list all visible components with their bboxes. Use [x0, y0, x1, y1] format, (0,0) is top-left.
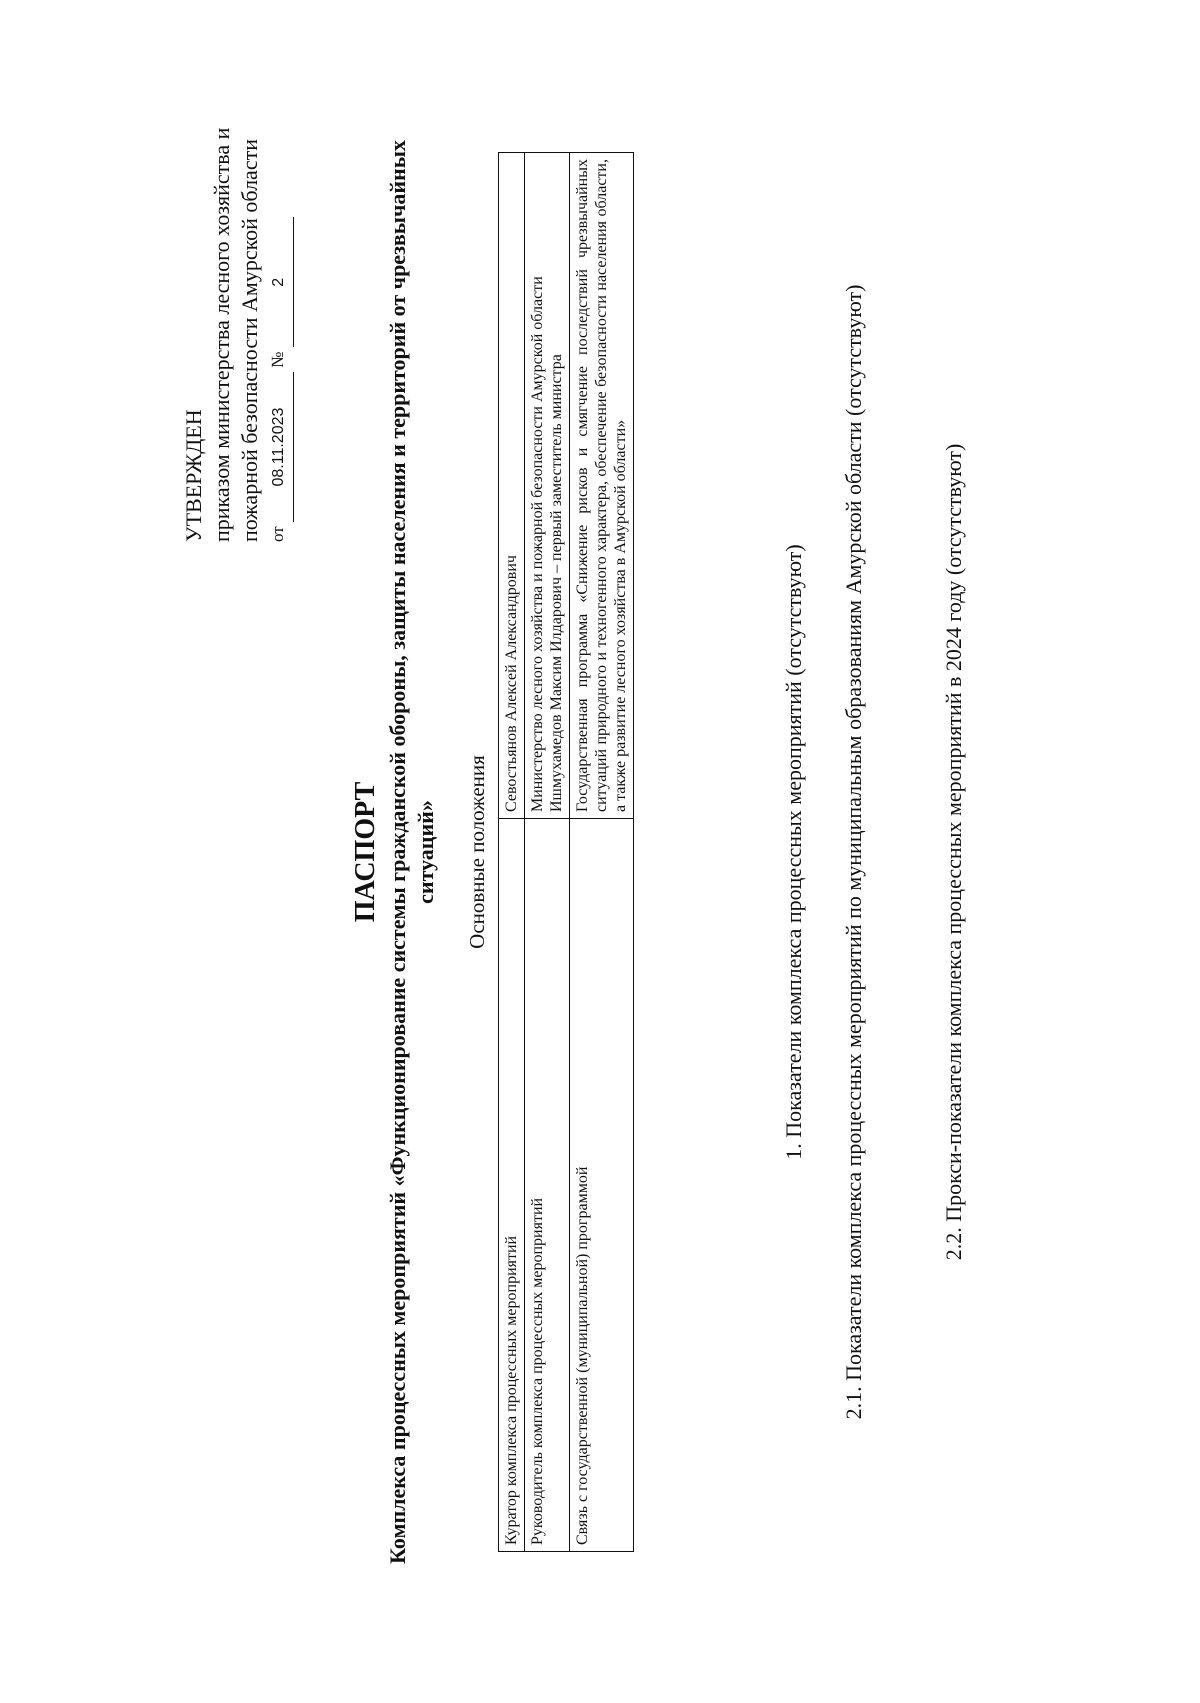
document-subtitle: Комплекса процессных мероприятий «Функционирование системы гражданской обороны, защиты населения и территорий от чрезвычайных ситуаций» [385, 140, 438, 1564]
approval-stamp: УТВЕРЖДЕН [181, 409, 206, 542]
rotated-document-page [180, 82, 1000, 1622]
title-block [348, 82, 440, 1622]
approval-number-prefix: № [268, 351, 287, 368]
row-value [499, 153, 525, 819]
approval-line-2: пожарной безопасности Амурской области [237, 139, 262, 542]
indicators-heading-2-1: 2.1. Показатели комплекса процессных мероприятий по муниципальным образованиям Амурской области (отсутствуют) [841, 284, 866, 1420]
approval-block [180, 82, 294, 542]
indicators-heading-2-2: 2.2. Прокси-показатели комплекса процессных мероприятий в 2024 году (отсутствуют) [941, 443, 966, 1261]
row-value-line: Министерство лесного хозяйства и пожарной безопасности Амурской области [529, 276, 546, 812]
table-row [499, 153, 525, 1552]
row-label: Связь с государственной (муниципальной) программой [570, 819, 634, 1552]
approval-date-row [264, 82, 294, 542]
row-label: Куратор комплекса процессных мероприятий [499, 819, 525, 1552]
approval-line-1: приказом министерства лесного хозяйства и [209, 127, 234, 542]
indicators-heading-1: 1. Показатели комплекса процессных мероприятий (отсутствуют) [781, 544, 806, 1160]
approval-number: 2 [265, 217, 294, 347]
row-label: Руководитель комплекса процессных мероприятий [525, 819, 570, 1552]
section-heading: Основные положения [465, 755, 489, 949]
row-value-line: Ишмухамедов Максим Илдарович – первый заместитель министра [548, 354, 565, 812]
row-value [525, 153, 570, 819]
approval-date: 08.11.2023 [265, 372, 294, 522]
passport-table [498, 152, 634, 1552]
table-row [570, 153, 634, 1552]
document-title: ПАСПОРТ [350, 781, 381, 923]
row-value [570, 153, 634, 819]
row-value-line: Государственная программа «Снижение рисков и смягчение последствий чрезвычайных ситуаций природного и техногенного характера, обеспечение безопасности населения области, а также развитие лесного хозяйства в Амурской области» [574, 159, 629, 812]
approval-date-prefix: от [268, 526, 287, 542]
table-row [525, 153, 570, 1552]
row-value-line: Севостьянов Алексей Александрович [503, 555, 520, 812]
